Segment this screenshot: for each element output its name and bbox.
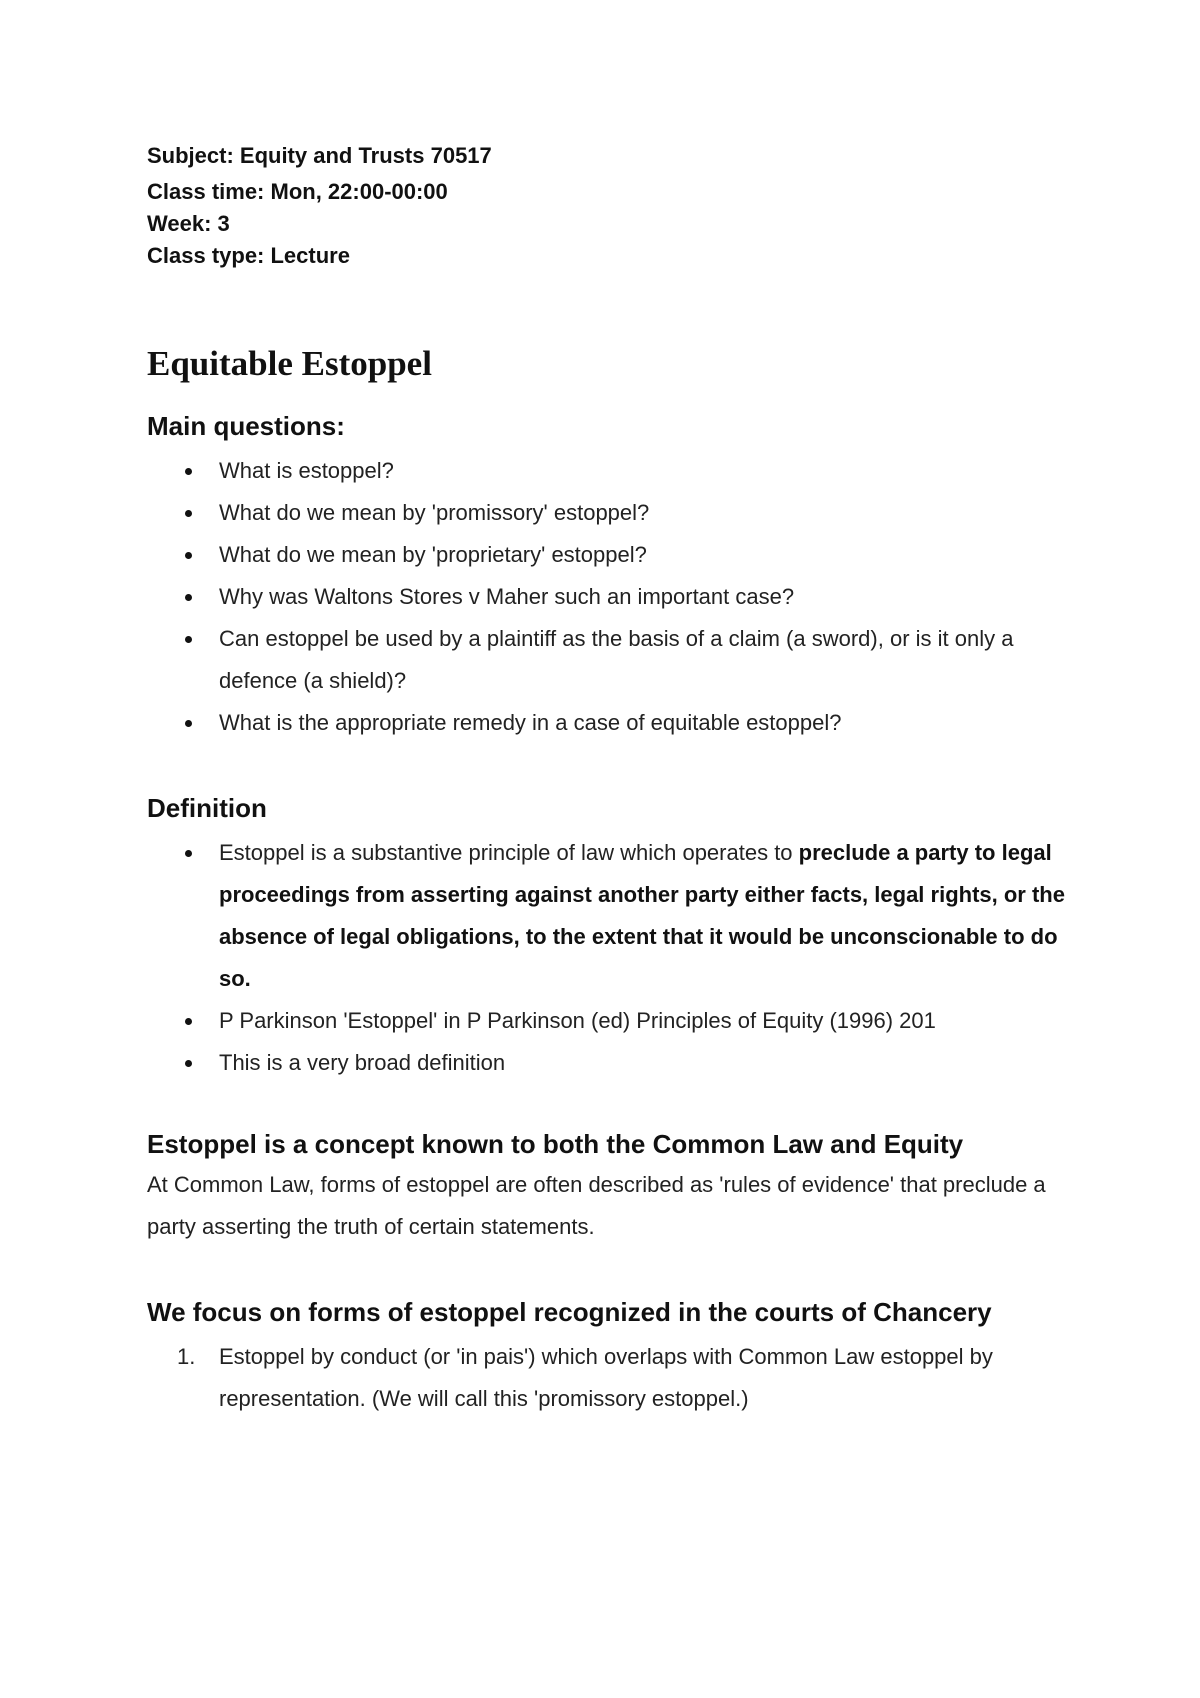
list-item xyxy=(147,1336,1067,1420)
class-time-line: Class time: Mon, 22:00-00:00 xyxy=(147,179,448,204)
concept-paragraph: At Common Law, forms of estoppel are often described as 'rules of evidence' that preclude a party asserting the truth of certain statements. xyxy=(147,1172,1046,1239)
list-item xyxy=(147,1042,1067,1084)
definition-heading: Definition xyxy=(147,793,267,823)
list-item xyxy=(147,618,1067,702)
definition-plain-text: Estoppel is a substantive principle of law which operates to xyxy=(219,840,799,865)
list-item xyxy=(147,832,1067,1000)
list-item-text: What do we mean by 'promissory' estoppel? xyxy=(219,500,650,525)
list-item-text: What is the appropriate remedy in a case of equitable estoppel? xyxy=(219,710,842,735)
list-item-text: Why was Waltons Stores v Maher such an important case? xyxy=(219,584,795,609)
list-item xyxy=(147,702,1067,744)
concept-heading: Estoppel is a concept known to both the Common Law and Equity xyxy=(147,1129,964,1159)
definition-list xyxy=(147,832,1067,1084)
focus-heading: We focus on forms of estoppel recognized in the courts of Chancery xyxy=(147,1297,992,1327)
definition-bold-text: preclude a party to legal proceedings from asserting against another party either facts, legal rights, or the absence of legal obligations, to the extent that it would be unconscionable to do so. xyxy=(219,840,1065,991)
list-item xyxy=(147,1000,1067,1042)
document-page xyxy=(147,140,1067,1420)
list-item xyxy=(147,450,1067,492)
bullet-icon xyxy=(185,552,192,559)
bullet-icon xyxy=(185,1060,192,1067)
class-type-line: Class type: Lecture xyxy=(147,243,350,268)
bullet-icon xyxy=(185,594,192,601)
bullet-icon xyxy=(185,468,192,475)
main-questions-list xyxy=(147,450,1067,744)
list-item xyxy=(147,492,1067,534)
bullet-icon xyxy=(185,720,192,727)
bullet-icon xyxy=(185,850,192,857)
list-item-text: What do we mean by 'proprietary' estoppel? xyxy=(219,542,647,567)
list-item-text xyxy=(219,832,1067,1000)
citation-text: P Parkinson 'Estoppel' in P Parkinson (ed) Principles of Equity (1996) 201 xyxy=(219,1008,936,1033)
main-questions-heading: Main questions: xyxy=(147,411,345,441)
list-item-text: This is a very broad definition xyxy=(219,1050,506,1075)
bullet-icon xyxy=(185,636,192,643)
list-item-text: What is estoppel? xyxy=(219,458,394,483)
bullet-icon xyxy=(185,510,192,517)
subject-line: Subject: Equity and Trusts 70517 xyxy=(147,143,492,168)
week-line: Week: 3 xyxy=(147,211,230,236)
list-item xyxy=(147,576,1067,618)
document-title: Equitable Estoppel xyxy=(147,344,432,383)
list-item-text: Estoppel by conduct (or 'in pais') which overlaps with Common Law estoppel by representation. (We will call this 'promissory estoppel.) xyxy=(219,1344,993,1411)
focus-list xyxy=(147,1336,1067,1420)
list-number: 1. xyxy=(177,1344,196,1369)
list-item-text: Can estoppel be used by a plaintiff as the basis of a claim (a sword), or is it only a defence (a shield)? xyxy=(219,626,1014,693)
bullet-icon xyxy=(185,1018,192,1025)
list-item xyxy=(147,534,1067,576)
